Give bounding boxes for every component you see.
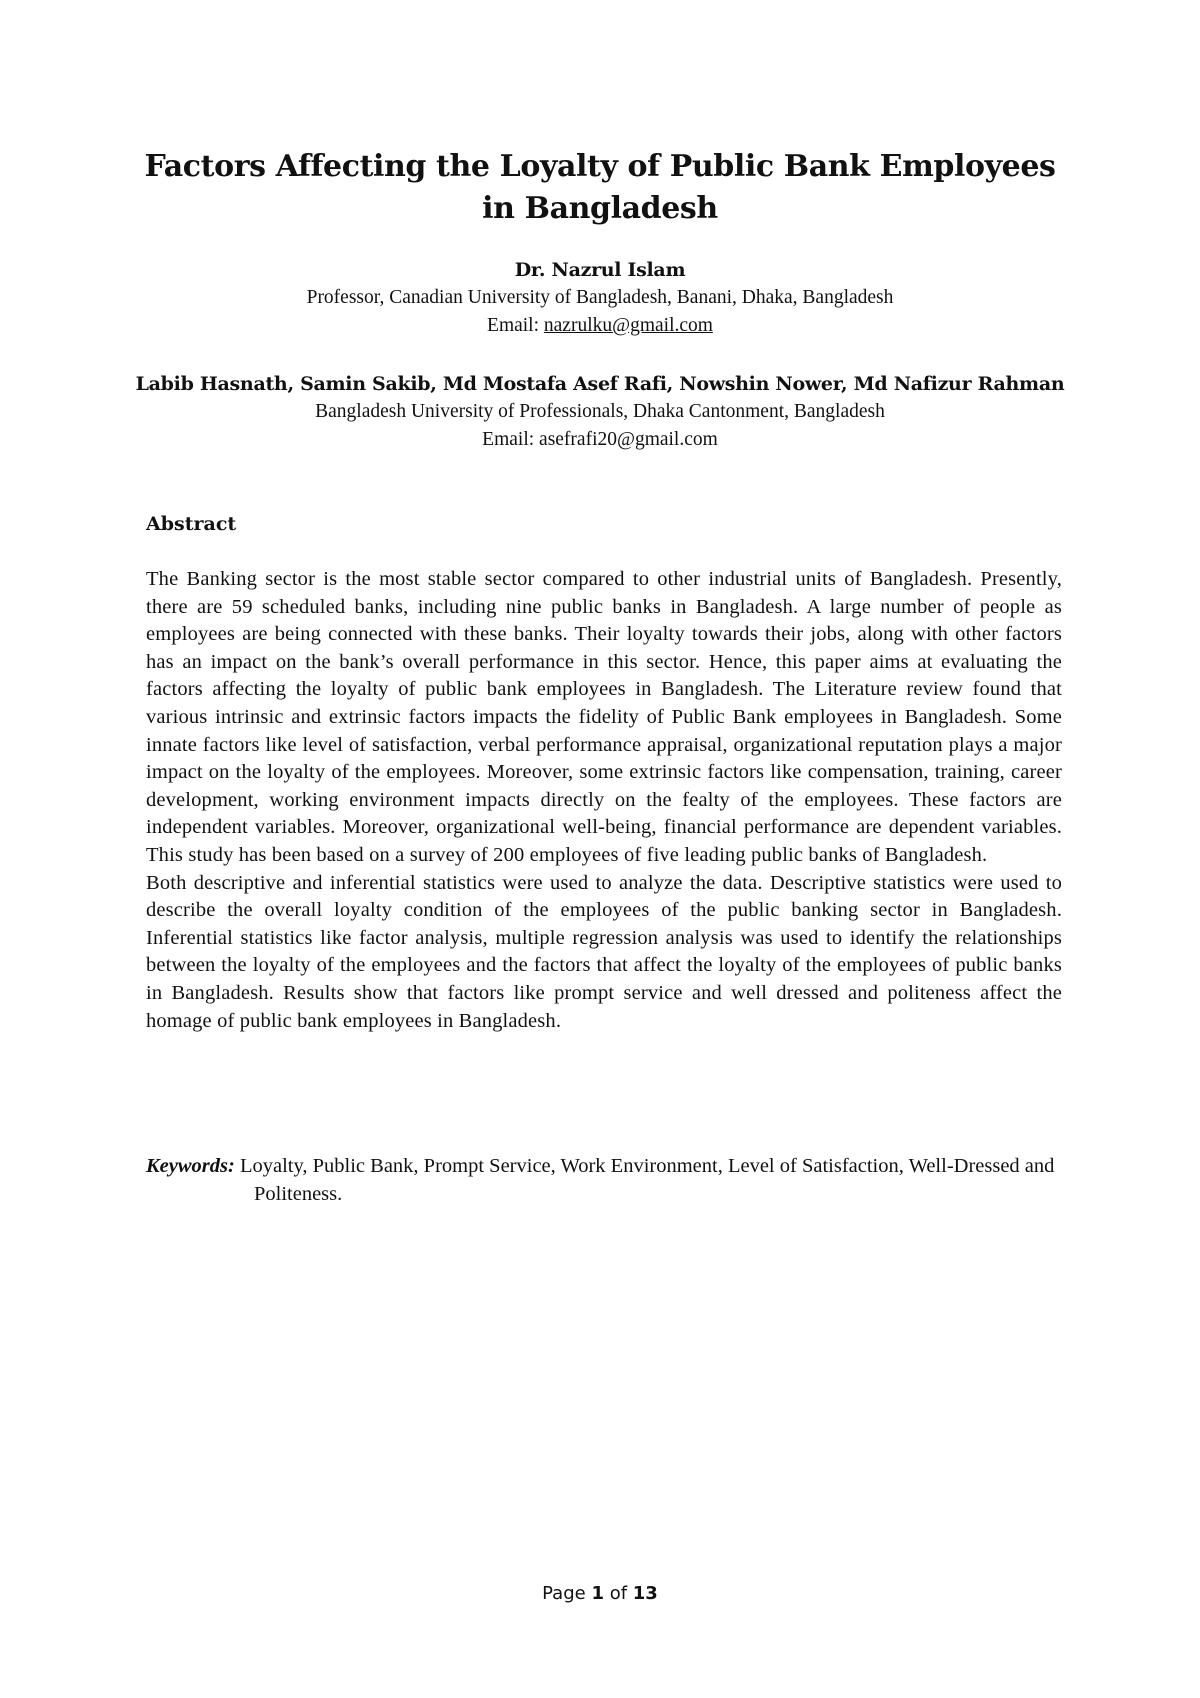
coauthor-email-line: Email: asefrafi20@gmail.com — [482, 429, 718, 450]
keywords-line — [146, 1153, 1062, 1208]
keywords-label: Keywords: — [146, 1155, 235, 1177]
author-affiliation: Professor, Canadian University of Bangladesh, Banani, Dhaka, Bangladesh — [306, 287, 894, 308]
abstract-paragraph: The Banking sector is the most stable sector compared to other industrial units of Bangladesh. Presently, there are 59 scheduled banks, including nine public banks in Bangladesh. A large number of people as employees are being connected with these banks. Their loyalty towards their jobs, along with other factors has an impact on the bank’s overall performance in this sector. Hence, this paper aims at evaluating the factors affecting the loyalty of public bank employees in Bangladesh. The Literature review found that various intrinsic and extrinsic factors impacts the fidelity of Public Bank employees in Bangladesh. Some innate factors like level of satisfaction, verbal performance appraisal, organizational reputation plays a major impact on the loyalty of the employees. Moreover, some extrinsic factors like compensation, training, career development, working environment impacts directly on the fealty of the employees. These factors are independent variables. Moreover, organizational well-being, financial performance are dependent variables. This study has been based on a survey of 200 employees of five leading public banks of Bangladesh. — [146, 568, 1062, 866]
total-pages-number: 13 — [632, 1583, 658, 1604]
keywords-text: Loyalty, Public Bank, Prompt Service, Work Environment, Level of Satisfaction, Well-Dressed and Politeness. — [234, 1155, 1055, 1205]
page-word: Page — [542, 1583, 592, 1604]
abstract-paragraph: Both descriptive and inferential statistics were used to analyze the data. Descriptive statistics were used to describe the overall loyalty condition of the employees of the public banking sector in Bangladesh. Inferential statistics like factor analysis, multiple regression analysis was used to identify the relationships between the loyalty of the employees and the factors that affect the loyalty of the employees of public banks in Bangladesh. Results show that factors like prompt service and well dressed and politeness affect the homage of public bank employees in Bangladesh. — [146, 871, 1062, 1032]
coauthor-names: Labib Hasnath, Samin Sakib, Md Mostafa Asef Rafi, Nowshin Nower, Md Nafizur Rahman — [135, 373, 1065, 395]
page-footer — [0, 1582, 1200, 1606]
author-block-coauthors — [130, 370, 1070, 454]
coauthor-affiliation: Bangladesh University of Professionals, Dhaka Cantonment, Bangladesh — [315, 401, 885, 422]
of-word: of — [603, 1583, 633, 1604]
abstract-body — [146, 566, 1062, 1035]
author-email-link[interactable]: nazrulku@gmail.com — [543, 315, 713, 336]
author-block-primary — [130, 256, 1070, 340]
paper-title: Factors Affecting the Loyalty of Public Bank Employees in Bangladesh — [144, 149, 1056, 226]
author-name: Dr. Nazrul Islam — [514, 259, 686, 281]
author-email-line — [130, 312, 1070, 340]
abstract-heading: Abstract — [146, 513, 237, 535]
email-label: Email: — [487, 315, 544, 336]
current-page-number: 1 — [591, 1583, 604, 1604]
